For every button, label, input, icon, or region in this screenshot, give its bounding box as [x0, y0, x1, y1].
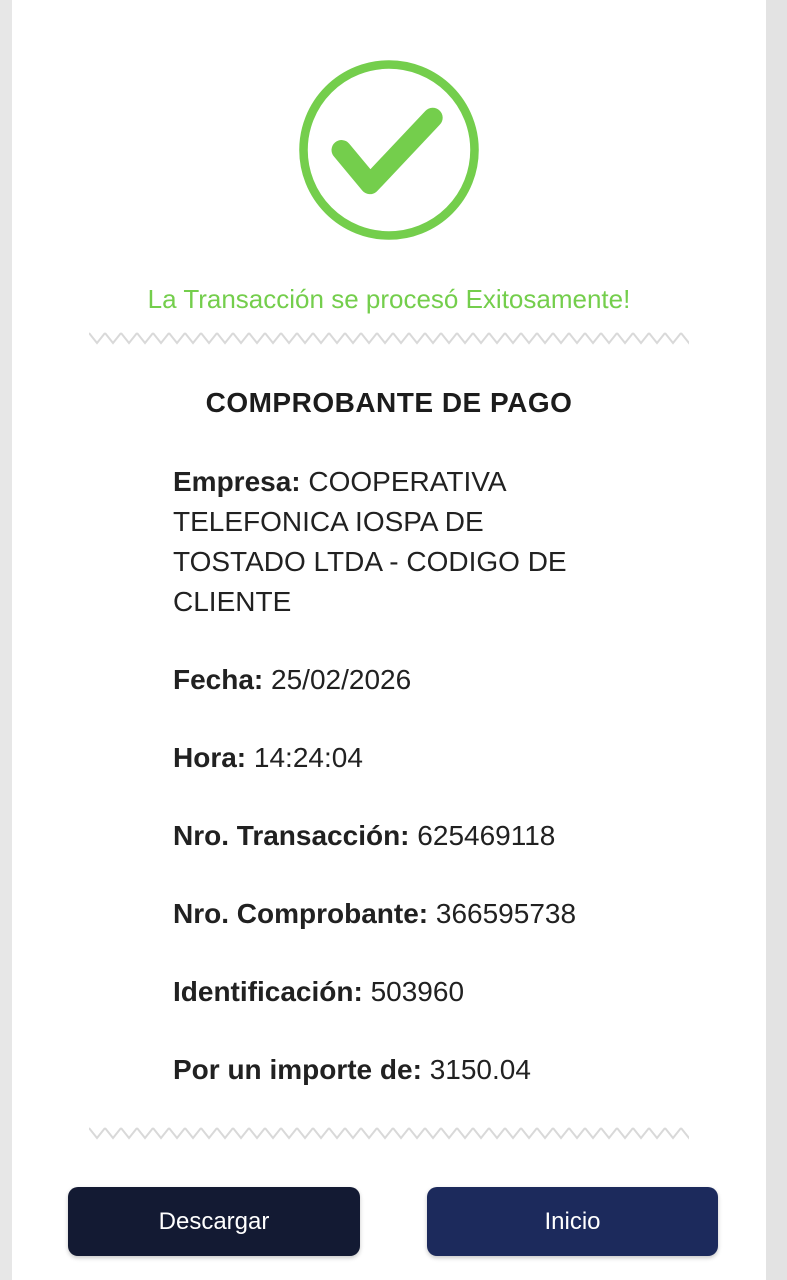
field-value: 25/02/2026	[271, 664, 412, 695]
action-buttons	[12, 1187, 766, 1256]
zigzag-divider-bottom	[89, 1124, 689, 1142]
download-button[interactable]: Descargar	[68, 1187, 360, 1256]
field-identificacion	[173, 972, 605, 1012]
field-value: 3150.04	[429, 1054, 531, 1085]
field-value: COOPERATIVA TELEFONICA IOSPA DE TOSTADO LTDA - CODIGO DE CLIENTE	[173, 466, 567, 617]
field-nro-comprobante	[173, 894, 605, 934]
home-button[interactable]: Inicio	[427, 1187, 718, 1256]
left-gutter	[0, 0, 12, 1280]
success-message: La Transacción se procesó Exitosamente!	[147, 284, 631, 314]
right-gutter	[766, 0, 787, 1280]
field-value: 366595738	[435, 898, 577, 929]
field-fecha	[173, 660, 605, 700]
field-value: 625469118	[417, 820, 556, 851]
field-label: Empresa:	[173, 466, 301, 497]
field-label: Fecha:	[173, 664, 264, 695]
field-value: 503960	[370, 976, 465, 1007]
field-empresa	[173, 462, 605, 622]
field-label: Hora:	[173, 742, 247, 773]
field-importe	[173, 1050, 605, 1090]
receipt-title: COMPROBANTE DE PAGO	[205, 387, 573, 418]
success-check-circle-icon	[294, 55, 484, 245]
field-label: Identificación:	[173, 976, 363, 1007]
field-label: Nro. Comprobante:	[173, 898, 429, 929]
field-value: 14:24:04	[253, 742, 363, 773]
receipt-details	[173, 462, 605, 1090]
field-label: Nro. Transacción:	[173, 820, 410, 851]
payment-result-page	[12, 0, 766, 1280]
field-nro-transaccion	[173, 816, 605, 856]
field-hora	[173, 738, 605, 778]
field-label: Por un importe de:	[173, 1054, 422, 1085]
zigzag-divider-top	[89, 329, 689, 347]
